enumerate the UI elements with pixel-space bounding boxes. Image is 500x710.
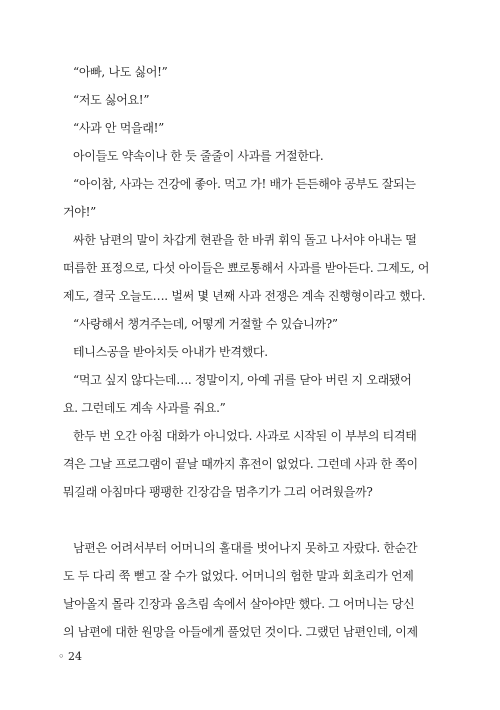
text-line: “아빠, 나도 싫어!” xyxy=(73,65,168,79)
text-line: “아이참, 사과는 건강에 좋아. 먹고 가! 배가 든든해야 공부도 잘되는 xyxy=(73,177,416,191)
text-line: 싸한 남편의 말이 차갑게 현관을 한 바퀴 휘익 돌고 나서야 아내는 떨 xyxy=(73,233,417,247)
text-line: “사랑해서 챙겨주는데, 어떻게 거절할 수 있습니까?” xyxy=(73,317,338,331)
text-line: 의 남편에 대한 원망을 아들에게 풀었던 것이다. 그랬던 남편인데, 이제 xyxy=(63,625,418,639)
text-line: 아이들도 약속이나 한 듯 줄줄이 사과를 거절한다. xyxy=(73,149,324,163)
page-number: ◦ 24 xyxy=(58,650,82,663)
text-line: 남편은 어려서부터 어머니의 홀대를 벗어나지 못하고 자랐다. 한순간 xyxy=(73,541,418,555)
text-line: 뭐길래 아침마다 팽팽한 긴장감을 멈추기가 그리 어려웠을까? xyxy=(63,485,373,499)
text-line: “사과 안 먹을래!” xyxy=(73,121,164,135)
text-line: 떠름한 표정으로, 다섯 아이들은 뾰로통해서 사과를 받아든다. 그제도, 어 xyxy=(63,261,430,275)
text-line: 한두 번 오간 아침 대화가 아니었다. 사과로 시작된 이 부부의 티격태 xyxy=(73,429,417,443)
text-line: 도 두 다리 쭉 뻗고 잘 수가 없었다. 어머니의 험한 말과 회초리가 언제 xyxy=(63,569,414,583)
text-line: “저도 싫어요!” xyxy=(73,93,150,107)
text-line: 거야!” xyxy=(63,205,96,219)
text-line: 테니스공을 받아치듯 아내가 반격했다. xyxy=(73,345,268,359)
text-line: “먹고 싶지 않다는데…. 정말이지, 아예 귀를 닫아 버린 지 오래됐어 xyxy=(73,373,412,387)
text-line: 요. 그런데도 계속 사과를 줘요.” xyxy=(63,401,226,415)
text-line: 격은 그날 프로그램이 끝날 때까지 휴전이 없었다. 그런데 사과 한 쪽이 xyxy=(63,457,418,471)
text-line: 날아올지 몰라 긴장과 옴츠림 속에서 살아야만 했다. 그 어머니는 당신 xyxy=(63,597,415,611)
text-line: 제도, 결국 오늘도…. 벌써 몇 년째 사과 전쟁은 계속 진행형이라고 했다. xyxy=(63,289,426,303)
